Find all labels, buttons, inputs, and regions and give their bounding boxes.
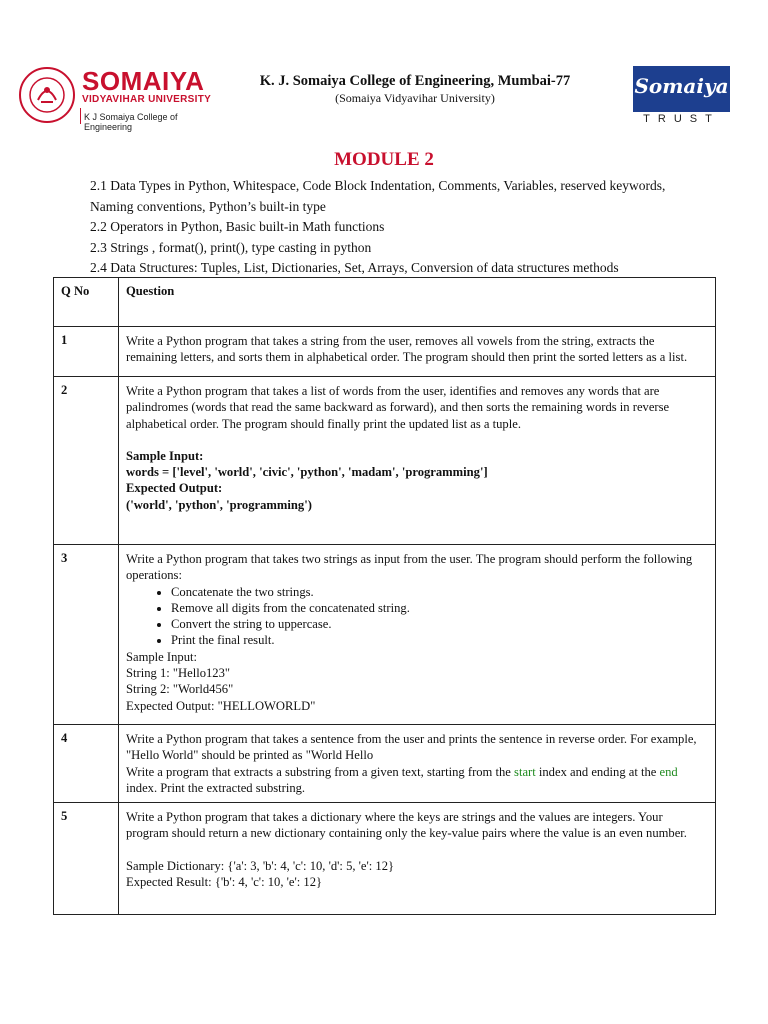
module-title: MODULE 2	[334, 149, 434, 170]
question-body-2	[126, 764, 708, 797]
question-number: 4	[54, 725, 119, 803]
table-header-row	[54, 278, 716, 327]
list-item: • Concatenate the two strings.	[171, 584, 708, 600]
expected-output: ('world', 'python', 'programming')	[126, 497, 312, 512]
question-number: 5	[54, 803, 119, 915]
operations-list	[126, 584, 708, 649]
topic-item: 2.1 Data Types in Python, Whitespace, Code Block Indentation, Comments, Variables, reserved keywords, Naming conventions, Python’s built-in type	[90, 178, 666, 214]
end-keyword: end	[659, 764, 678, 779]
question-text	[119, 327, 716, 377]
question-body: Write a Python program that takes two strings as input from the user. The program should perform the following operations:	[126, 552, 693, 583]
sample-input-label: Sample Input:	[126, 649, 198, 664]
question-text	[119, 803, 716, 915]
sample-string-2: String 2: "World456"	[126, 682, 234, 697]
document-header	[0, 0, 768, 140]
college-heading	[230, 72, 600, 106]
expected-result: Expected Result: {'b': 4, 'c': 10, 'e': 12}	[126, 875, 323, 890]
question-body-2a: Write a program that extracts a substring from a given text, starting from the	[126, 764, 515, 779]
expected-output: Expected Output: "HELLOWORLD"	[126, 698, 316, 713]
list-item: • Convert the string to uppercase.	[171, 616, 708, 632]
question-number: 2	[54, 377, 119, 545]
expected-output-label: Expected Output:	[126, 481, 223, 496]
college-subtitle: (Somaiya Vidyavihar University)	[335, 91, 495, 105]
question-body: Write a Python program that takes a list of words from the user, identifies and removes any words that are palindromes (words that read the same backward as forward), and then sorts the remaining words in reverse alphabetical order. The program should finally print the updated list as a tuple.	[126, 384, 670, 431]
somaiya-trust-logo	[633, 66, 730, 128]
table-row	[54, 545, 716, 725]
question-text	[119, 725, 716, 803]
topic-item: 2.3 Strings , format(), print(), type casting in python	[90, 239, 372, 255]
somaiya-seal-icon	[18, 66, 76, 124]
topic-item: 2.4 Data Structures: Tuples, List, Dictionaries, Set, Arrays, Conversion of data structures methods	[90, 260, 619, 275]
question-table	[53, 277, 716, 915]
table-row	[54, 377, 716, 545]
college-name: K. J. Somaiya College of Engineering, Mumbai-77	[259, 73, 571, 89]
question-text	[119, 545, 716, 725]
somaiya-university-logo	[18, 66, 218, 132]
header-qno: Q No	[54, 278, 119, 327]
sample-input: words = ['level', 'world', 'civic', 'python', 'madam', 'programming']	[126, 465, 488, 480]
table-row	[54, 725, 716, 803]
sample-string-1: String 1: "Hello123"	[126, 666, 231, 681]
question-text	[119, 377, 716, 545]
question-body-2b: index and ending at the	[535, 764, 660, 779]
trust-logo-label: TRUST	[643, 113, 720, 125]
list-item: • Remove all digits from the concatenated string.	[171, 600, 708, 616]
table-row	[54, 803, 716, 915]
brand-divider	[80, 108, 81, 124]
question-body: Write a Python program that takes a sentence from the user and prints the sentence in reverse order. For example, "Hello World" should be printed as "World Hello	[126, 732, 697, 763]
sample-input-label: Sample Input:	[126, 448, 204, 463]
question-body-2c: index. Print the extracted substring.	[126, 780, 306, 795]
list-item: • Print the final result.	[171, 632, 708, 648]
sample-dictionary: Sample Dictionary: {'a': 3, 'b': 4, 'c': 10, 'd': 5, 'e': 12}	[126, 858, 395, 873]
header-question: Question	[119, 278, 716, 327]
brand-subtitle: VIDYAVIHAR UNIVERSITY	[82, 94, 212, 105]
table-row	[54, 327, 716, 377]
question-body: Write a Python program that takes a dictionary where the keys are strings and the values are integers. Your program should return a new dictionary containing only the key-value pairs where the value is an even number.	[126, 810, 687, 841]
question-number: 1	[54, 327, 119, 377]
start-keyword: start	[514, 764, 536, 779]
question-number: 3	[54, 545, 119, 725]
brand-college: K J Somaiya College of Engineering	[84, 112, 178, 132]
question-body: Write a Python program that takes a string from the user, removes all vowels from the string, extracts the remaining letters, and sorts them in alphabetical order. The program should then print the sorted letters as a list.	[126, 334, 688, 365]
trust-logo-box	[633, 66, 730, 112]
topic-item: 2.2 Operators in Python, Basic built-in Math functions	[90, 219, 385, 234]
topic-list	[90, 176, 710, 279]
trust-logo-word: Somaiya	[634, 74, 729, 98]
brand-name: SOMAIYA	[82, 66, 205, 96]
